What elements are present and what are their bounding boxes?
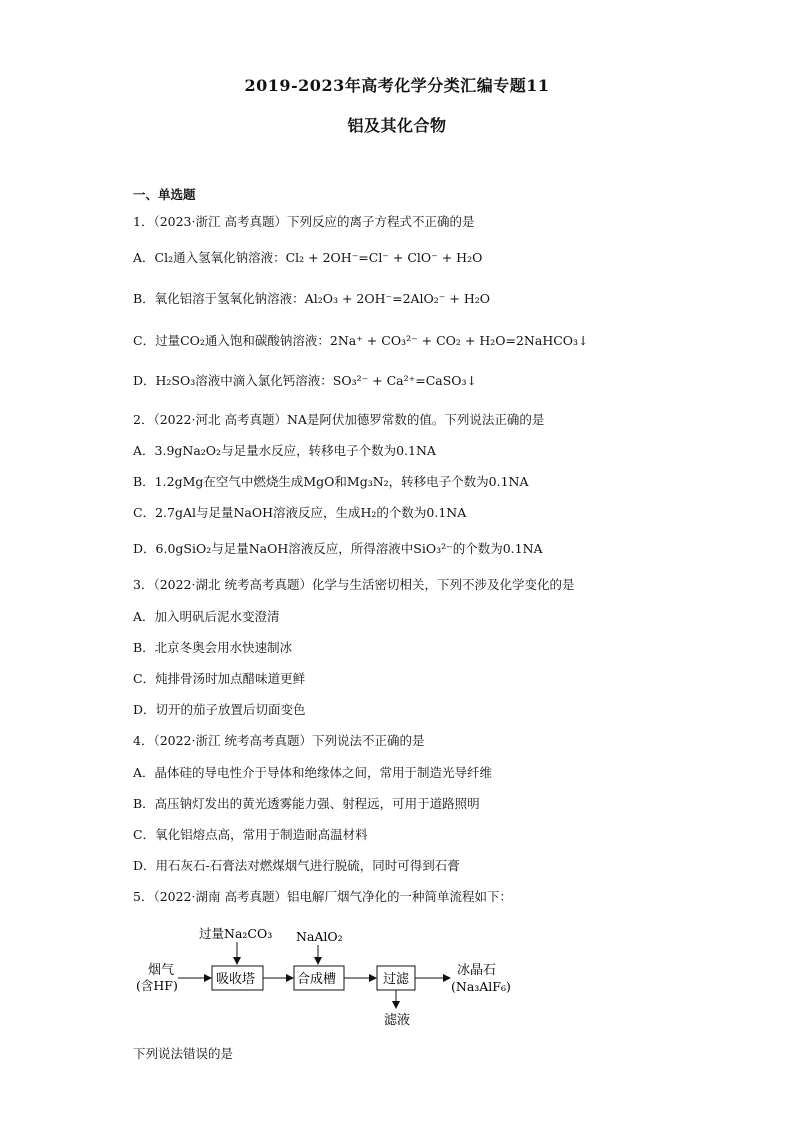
question-4-option-b: B．高压钠灯发出的黄光透雾能力强、射程远，可用于道路照明 <box>133 796 480 811</box>
flow-filtrate-label: 滤液 <box>384 1013 411 1028</box>
flow-box-absorber-label: 吸收塔 <box>216 972 256 987</box>
question-3-option-b: B．北京冬奥会用水快速制冰 <box>133 640 293 655</box>
question-3-stem: 3．（2022·湖北 统考高考真题）化学与生活密切相关，下列不涉及化学变化的是 <box>133 577 575 592</box>
flow-reagent-1: 过量Na₂CO₃ <box>199 926 273 941</box>
question-4-option-a: A．晶体硅的导电性介于导体和绝缘体之间，常用于制造光导纤维 <box>133 765 493 780</box>
section-heading: 一、单选题 <box>133 187 196 202</box>
flow-input-label: 烟气 <box>148 963 175 978</box>
question-1-stem: 1．（2023·浙江 高考真题）下列反应的离子方程式不正确的是 <box>133 214 475 229</box>
flow-reagent-2: NaAlO₂ <box>296 929 343 944</box>
flow-product-formula: (Na₃AlF₆) <box>451 979 511 994</box>
question-4-stem: 4．（2022·浙江 统考高考真题）下列说法不正确的是 <box>133 733 425 748</box>
flow-product-label: 冰晶石 <box>457 963 497 978</box>
question-1-option-b: B．氧化铝溶于氢氧化钠溶液：Al₂O₃ + 2OH⁻=2AlO₂⁻ + H₂O <box>133 291 490 306</box>
page-title: 2019-2023年高考化学分类汇编专题11 <box>244 76 550 95</box>
question-1-option-c: C．过量CO₂通入饱和碳酸钠溶液：2Na⁺ + CO₃²⁻ + CO₂ + H₂O=2NaHCO₃↓ <box>133 333 589 348</box>
question-5-stem: 5．（2022·湖南 高考真题）铝电解厂烟气净化的一种简单流程如下： <box>133 889 512 904</box>
flow-input-note: (含HF) <box>136 978 178 993</box>
question-5-followup: 下列说法错误的是 <box>133 1046 234 1061</box>
flow-box-filter-label: 过滤 <box>383 972 410 987</box>
question-2-stem: 2．（2022·河北 高考真题）NA是阿伏加德罗常数的值。下列说法正确的是 <box>133 412 545 427</box>
question-3-option-d: D．切开的茄子放置后切面变色 <box>133 702 306 717</box>
page-subtitle: 铝及其化合物 <box>347 116 447 135</box>
question-1-option-d: D．H₂SO₃溶液中滴入氯化钙溶液：SO₃²⁻ + Ca²⁺=CaSO₃↓ <box>133 373 478 388</box>
flow-box-synthesis-label: 合成槽 <box>297 972 337 987</box>
question-2-option-a: A．3.9gNa₂O₂与足量水反应，转移电子个数为0.1NA <box>133 443 436 458</box>
question-3-option-c: C．炖排骨汤时加点醋味道更鲜 <box>133 671 306 686</box>
question-1-option-a: A．Cl₂通入氢氧化钠溶液：Cl₂ + 2OH⁻=Cl⁻ + ClO⁻ + H₂O <box>133 250 483 265</box>
question-4-option-c: C．氧化铝熔点高，常用于制造耐高温材料 <box>133 827 368 842</box>
process-flow-diagram <box>133 922 563 1032</box>
question-2-option-c: C．2.7gAl与足量NaOH溶液反应，生成H₂的个数为0.1NA <box>133 505 467 520</box>
question-2-option-d: D．6.0gSiO₂与足量NaOH溶液反应，所得溶液中SiO₃²⁻的个数为0.1NA <box>133 541 543 556</box>
question-4-option-d: D．用石灰石-石膏法对燃煤烟气进行脱硫，同时可得到石膏 <box>133 858 460 873</box>
question-3-option-a: A．加入明矾后泥水变澄清 <box>133 609 280 624</box>
question-2-option-b: B．1.2gMg在空气中燃烧生成MgO和Mg₃N₂，转移电子个数为0.1NA <box>133 474 529 489</box>
